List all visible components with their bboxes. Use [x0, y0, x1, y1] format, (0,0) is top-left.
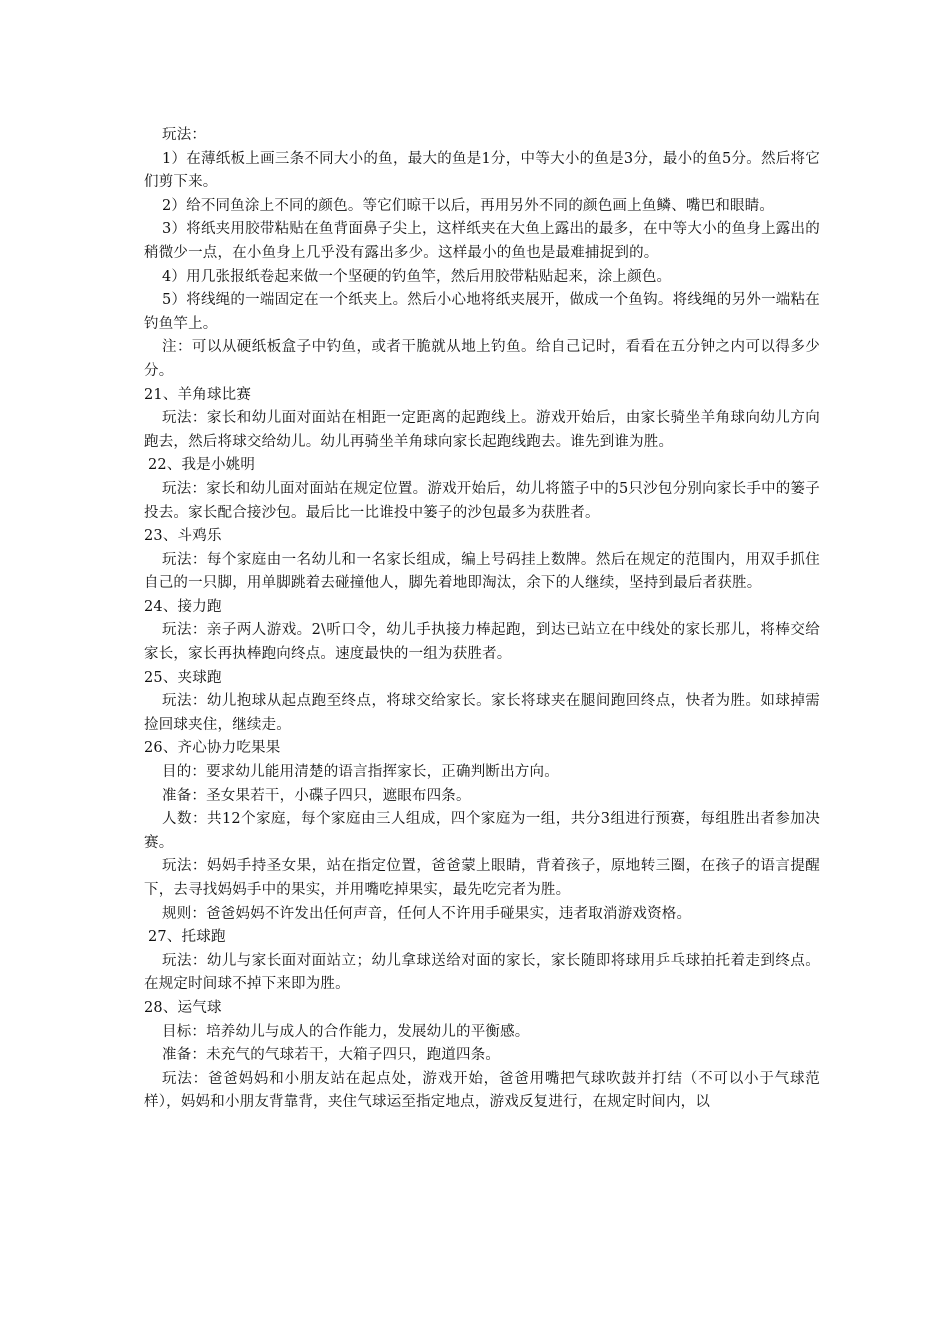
paragraph: 准备：未充气的气球若干，大箱子四只，跑道四条。: [162, 1047, 501, 1064]
section-heading: 26、齐心协力吃果果: [144, 740, 281, 757]
section-heading: 24、接力跑: [144, 598, 222, 615]
section-heading: 21、羊角球比赛: [144, 386, 252, 403]
paragraph: 3）将纸夹用胶带粘贴在鱼背面鼻子尖上，这样纸夹在大鱼上露出的最多，在中等大小的鱼身上露出的稍微少一点，在小鱼身上几乎没有露出多少。这样最小的鱼也是最难捕捉到的。: [144, 221, 820, 261]
section-heading: 23、斗鸡乐: [144, 528, 222, 545]
paragraph: 1）在薄纸板上画三条不同大小的鱼，最大的鱼是1分，中等大小的鱼是3分，最小的鱼5分。然后将它们剪下来。: [144, 150, 820, 191]
paragraph: 4）用几张报纸卷起来做一个坚硬的钓鱼竿，然后用胶带粘贴起来，涂上颜色。: [162, 268, 672, 285]
paragraph: 玩法：家长和幼儿面对面站在规定位置。游戏开始后，幼儿将篮子中的5只沙包分别向家长手中的篓子投去。家长配合接沙包。最后比一比谁投中篓子的沙包最多为获胜者。: [144, 480, 820, 521]
paragraph: 玩法：妈妈手持圣女果，站在指定位置，爸爸蒙上眼睛，背着孩子，原地转三圈，在孩子的语言提醒下，去寻找妈妈手中的果实，并用嘴吃掉果实，最先吃完者为胜。: [144, 858, 820, 898]
paragraph: 玩法：幼儿与家长面对面站立；幼儿拿球送给对面的家长，家长随即将球用乒乓球拍托着走到终点。在规定时间球不掉下来即为胜。: [144, 952, 820, 993]
paragraph: 准备：圣女果若干，小碟子四只，遮眼布四条。: [162, 787, 471, 804]
section-heading: 25、夹球跑: [144, 669, 222, 686]
paragraph: 玩法：: [162, 127, 207, 143]
paragraph: 玩法：家长和幼儿面对面站在相距一定距离的起跑线上。游戏开始后，由家长骑坐羊角球向幼儿方向跑去，然后将球交给幼儿。幼儿再骑坐羊角球向家长起跑线跑去。谁先到谁为胜。: [144, 410, 820, 450]
paragraph: 2）给不同鱼涂上不同的颜色。等它们晾干以后，再用另外不同的颜色画上鱼鳞、嘴巴和眼睛。: [162, 197, 775, 214]
paragraph: 玩法：幼儿抱球从起点跑至终点，将球交给家长。家长将球夹在腿间跑回终点，快者为胜。如球掉需捡回球夹住，继续走。: [144, 693, 820, 733]
section-heading: 22、我是小姚明: [148, 457, 256, 474]
paragraph: 人数：共12个家庭，每个家庭由三人组成，四个家庭为一组，共分3组进行预赛，每组胜出者参加决赛。: [144, 811, 820, 851]
paragraph: 玩法：爸爸妈妈和小朋友站在起点处，游戏开始，爸爸用嘴把气球吹鼓并打结（不可以小于气球范样），妈妈和小朋友背靠背，夹住气球运至指定地点，游戏反复进行，在规定时间内，以: [144, 1070, 820, 1111]
paragraph: 玩法：亲子两人游戏。2\听口令，幼儿手执接力棒起跑，到达已站立在中线处的家长那儿，将棒交给家长，家长再执棒跑向终点。速度最快的一组为获胜者。: [144, 622, 820, 663]
paragraph: 玩法：每个家庭由一名幼儿和一名家长组成，编上号码挂上数牌。然后在规定的范围内，用双手抓住自己的一只脚，用单脚跳着去碰撞他人，脚先着地即淘汰，余下的人继续，坚持到最后者获胜。: [144, 551, 820, 592]
paragraph: 目的：要求幼儿能用清楚的语言指挥家长，正确判断出方向。: [162, 764, 559, 781]
section-heading: 27、托球跑: [148, 929, 226, 946]
paragraph: 注：可以从硬纸板盒子中钓鱼，或者干脆就从地上钓鱼。给自己记时，看看在五分钟之内可以得多少分。: [144, 339, 820, 379]
paragraph: 规则：爸爸妈妈不许发出任何声音，任何人不许用手碰果实，违者取消游戏资格。: [162, 905, 692, 922]
paragraph: 5）将线绳的一端固定在一个纸夹上。然后小心地将纸夹展开，做成一个鱼钩。将线绳的另外一端粘在钓鱼竿上。: [144, 292, 820, 332]
document-body: [144, 124, 820, 1115]
section-heading: 28、运气球: [144, 999, 222, 1016]
paragraph: 目标：培养幼儿与成人的合作能力，发展幼儿的平衡感。: [162, 1023, 530, 1040]
